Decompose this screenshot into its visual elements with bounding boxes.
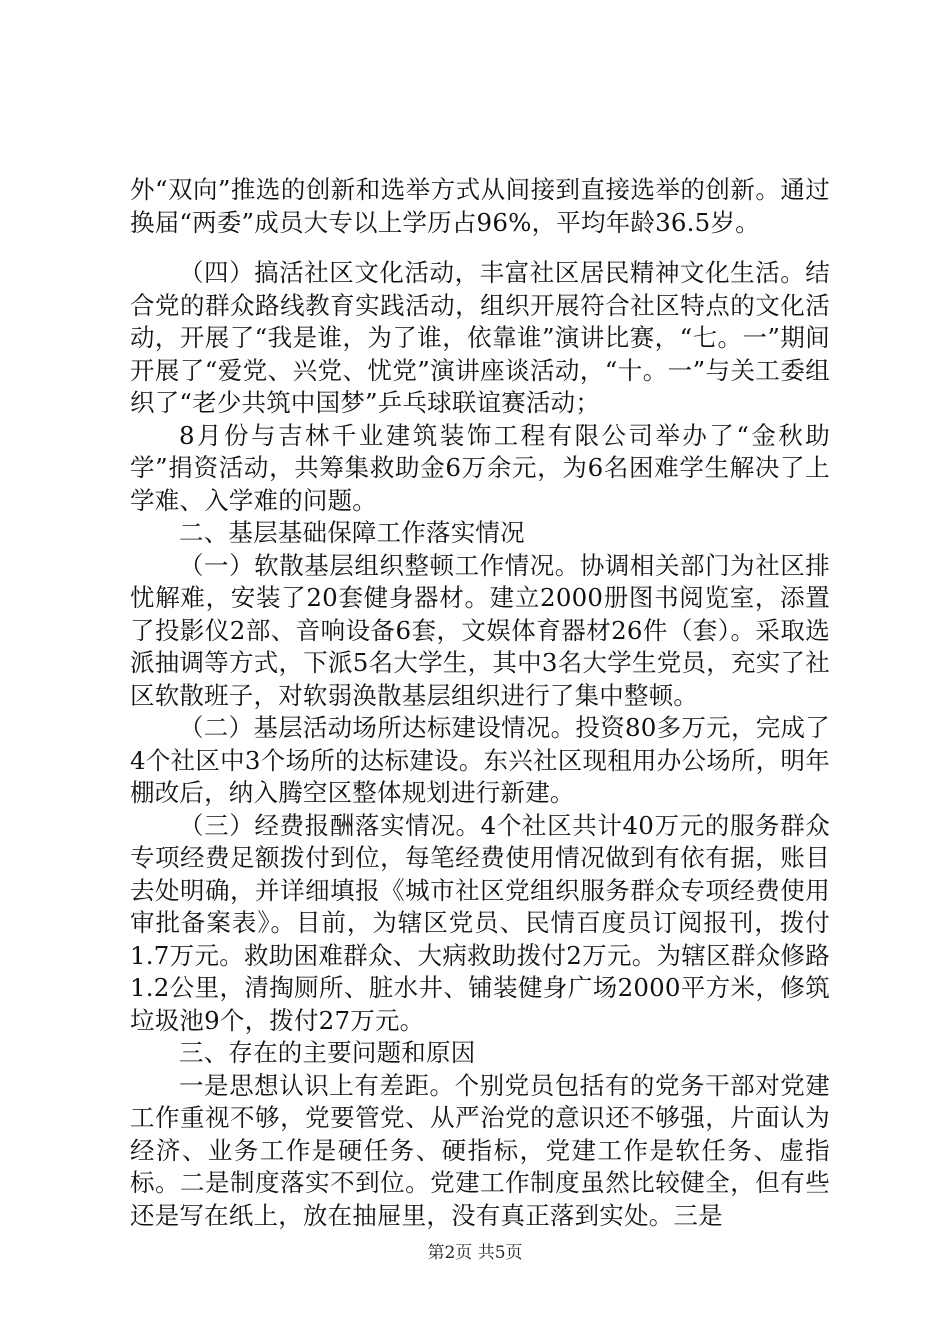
- paragraph-subsection-2: （二）基层活动场所达标建设情况。投资80多万元，完成了4个社区中3个场所的达标建设。东兴社区现租用办公场所，明年棚改后，纳入腾空区整体规划进行新建。: [130, 713, 830, 807]
- paragraph-subsection-1: （一）软散基层组织整顿工作情况。协调相关部门为社区排忧解难，安装了20套健身器材。建立2000册图书阅览室，添置了投影仪2部、音响设备6套，文娱体育器材26件（套）。采取选派抽调等方式，下派5名大学生，其中3名大学生党员，充实了社区软散班子，对软弱涣散基层组织进行了集中整顿。: [130, 550, 830, 710]
- paragraph-subsection-3: （三）经费报酬落实情况。4个社区共计40万元的服务群众专项经费足额拨付到位，每笔经费使用情况做到有依有据，账目去处明确，并详细填报《城市社区党组织服务群众专项经费使用审批备案表》。目前，为辖区党员、民情百度员订阅报刊，拨付1.7万元。救助困难群众、大病救助拨付2万元。为辖区群众修路1.2公里，清掏厕所、脏水井、铺装健身广场2000平方米，修筑垃圾池9个，拨付27万元。: [130, 810, 830, 1035]
- document-body-main: [130, 257, 830, 1232]
- paragraph-continuation: 外“双向”推选的创新和选举方式从间接到直接选举的创新。通过换届“两委”成员大专以上学历占96%，平均年龄36.5岁。: [130, 175, 830, 237]
- page-number-footer: 第2页 共5页: [427, 1243, 523, 1263]
- paragraph-problems: 一是思想认识上有差距。个别党员包括有的党务干部对党建工作重视不够，党要管党、从严治党的意识还不够强，片面认为经济、业务工作是硬任务、硬指标，党建工作是软任务、虚指标。二是制度落实不到位。党建工作制度虽然比较健全，但有些还是写在纸上，放在抽屉里，没有真正落到实处。三是: [130, 1070, 830, 1230]
- paragraph-section-4: （四）搞活社区文化活动，丰富社区居民精神文化生活。结合党的群众路线教育实践活动，组织开展符合社区特点的文化活动，开展了“我是谁，为了谁，依靠谁”演讲比赛，“七。一”期间开展了“爱党、兴党、忧党”演讲座谈活动，“十。一”与关工委组织了“老少共筑中国梦”乒乓球联谊赛活动；: [130, 258, 830, 417]
- heading-section-3: 三、存在的主要问题和原因: [179, 1038, 476, 1067]
- document-body-top: [130, 174, 830, 239]
- heading-section-2: 二、基层基础保障工作落实情况: [179, 518, 525, 547]
- paragraph-donation: 8月份与吉林千业建筑装饰工程有限公司举办了“金秋助学”捐资活动，共筹集救助金6万余元，为6名困难学生解决了上学难、入学难的问题。: [130, 420, 830, 515]
